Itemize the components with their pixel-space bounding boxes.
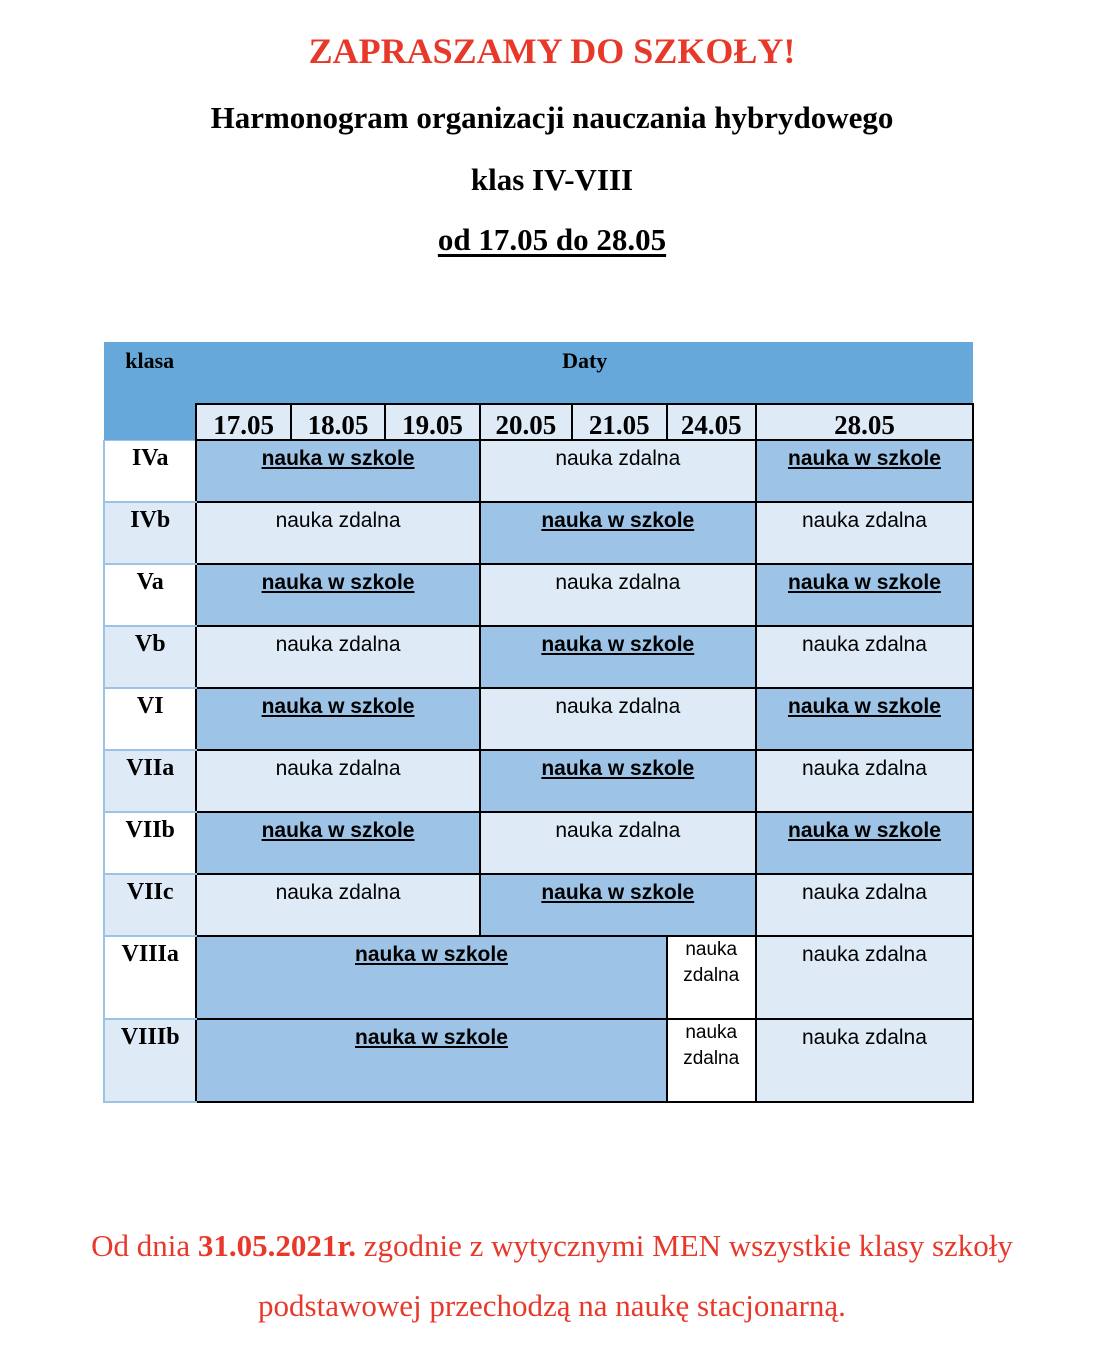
schedule-table: [103, 342, 974, 1103]
class-label: IVa: [104, 440, 196, 502]
cell-in-school: nauka w szkole: [480, 874, 756, 936]
cell-remote: nauka zdalna: [756, 626, 973, 688]
classes-subtitle: klas IV-VIII: [470, 162, 634, 197]
cell-in-school: nauka w szkole: [480, 750, 756, 812]
class-label: VIIc: [104, 874, 196, 936]
cell-remote: nauka zdalna: [756, 936, 973, 1019]
cell-remote: nauka zdalna: [667, 936, 756, 1019]
cell-remote: nauka zdalna: [480, 440, 756, 502]
class-label: VIIIb: [104, 1019, 196, 1102]
cell-in-school: nauka w szkole: [756, 688, 973, 750]
header-daty: Daty: [196, 342, 973, 404]
date-header: 24.05: [667, 404, 756, 440]
cell-in-school: nauka w szkole: [196, 1019, 666, 1102]
table-row: [104, 750, 973, 812]
cell-remote: nauka zdalna: [480, 688, 756, 750]
cell-remote: nauka zdalna: [480, 812, 756, 874]
announcement-line-2: podstawowej przechodzą na naukę stacjonarną.: [258, 1288, 846, 1323]
date-header: 17.05: [196, 404, 290, 440]
date-header: 21.05: [572, 404, 666, 440]
cell-in-school: nauka w szkole: [756, 564, 973, 626]
date-header: 18.05: [291, 404, 385, 440]
cell-remote: nauka zdalna: [756, 874, 973, 936]
class-label: VI: [104, 688, 196, 750]
cell-in-school: nauka w szkole: [196, 688, 479, 750]
cell-remote: nauka zdalna: [196, 874, 479, 936]
invite-heading: ZAPRASZAMY DO SZKOŁY!: [308, 31, 796, 71]
cell-in-school: nauka w szkole: [756, 440, 973, 502]
cell-in-school: nauka w szkole: [756, 812, 973, 874]
table-row: [104, 440, 973, 502]
cell-remote: nauka zdalna: [756, 750, 973, 812]
cell-remote: nauka zdalna: [196, 502, 479, 564]
table-row: [104, 812, 973, 874]
announcement-prefix: Od dnia: [91, 1228, 198, 1263]
date-header: 28.05: [756, 404, 973, 440]
table-row: [104, 688, 973, 750]
cell-in-school: nauka w szkole: [480, 626, 756, 688]
cell-remote: nauka zdalna: [196, 750, 479, 812]
cell-in-school: nauka w szkole: [196, 812, 479, 874]
date-range: od 17.05 do 28.05: [437, 222, 667, 257]
cell-remote: nauka zdalna: [196, 626, 479, 688]
announcement-date: 31.05.2021r.: [197, 1228, 357, 1263]
table-row: [104, 1019, 973, 1102]
cell-in-school: nauka w szkole: [480, 502, 756, 564]
class-label: VIIa: [104, 750, 196, 812]
date-header: 19.05: [385, 404, 479, 440]
date-header: 20.05: [480, 404, 572, 440]
table-row: [104, 502, 973, 564]
cell-remote: nauka zdalna: [756, 502, 973, 564]
table-row: [104, 564, 973, 626]
class-label: VIIIa: [104, 936, 196, 1019]
class-label: VIIb: [104, 812, 196, 874]
cell-in-school: nauka w szkole: [196, 564, 479, 626]
announcement-text: zgodnie z wytycznymi MEN wszystkie klasy szkoły: [356, 1228, 1013, 1263]
cell-remote: nauka zdalna: [480, 564, 756, 626]
cell-in-school: nauka w szkole: [196, 936, 666, 1019]
cell-remote: nauka zdalna: [667, 1019, 756, 1102]
cell-remote: nauka zdalna: [756, 1019, 973, 1102]
announcement-line-1: [0, 1216, 1104, 1276]
cell-in-school: nauka w szkole: [196, 440, 479, 502]
class-label: Vb: [104, 626, 196, 688]
table-row: [104, 874, 973, 936]
class-label: IVb: [104, 502, 196, 564]
class-label: Va: [104, 564, 196, 626]
header-klasa: klasa: [104, 342, 196, 440]
table-row: [104, 626, 973, 688]
schedule-title: Harmonogram organizacji nauczania hybrydowego: [210, 100, 894, 135]
table-row: [104, 936, 973, 1019]
